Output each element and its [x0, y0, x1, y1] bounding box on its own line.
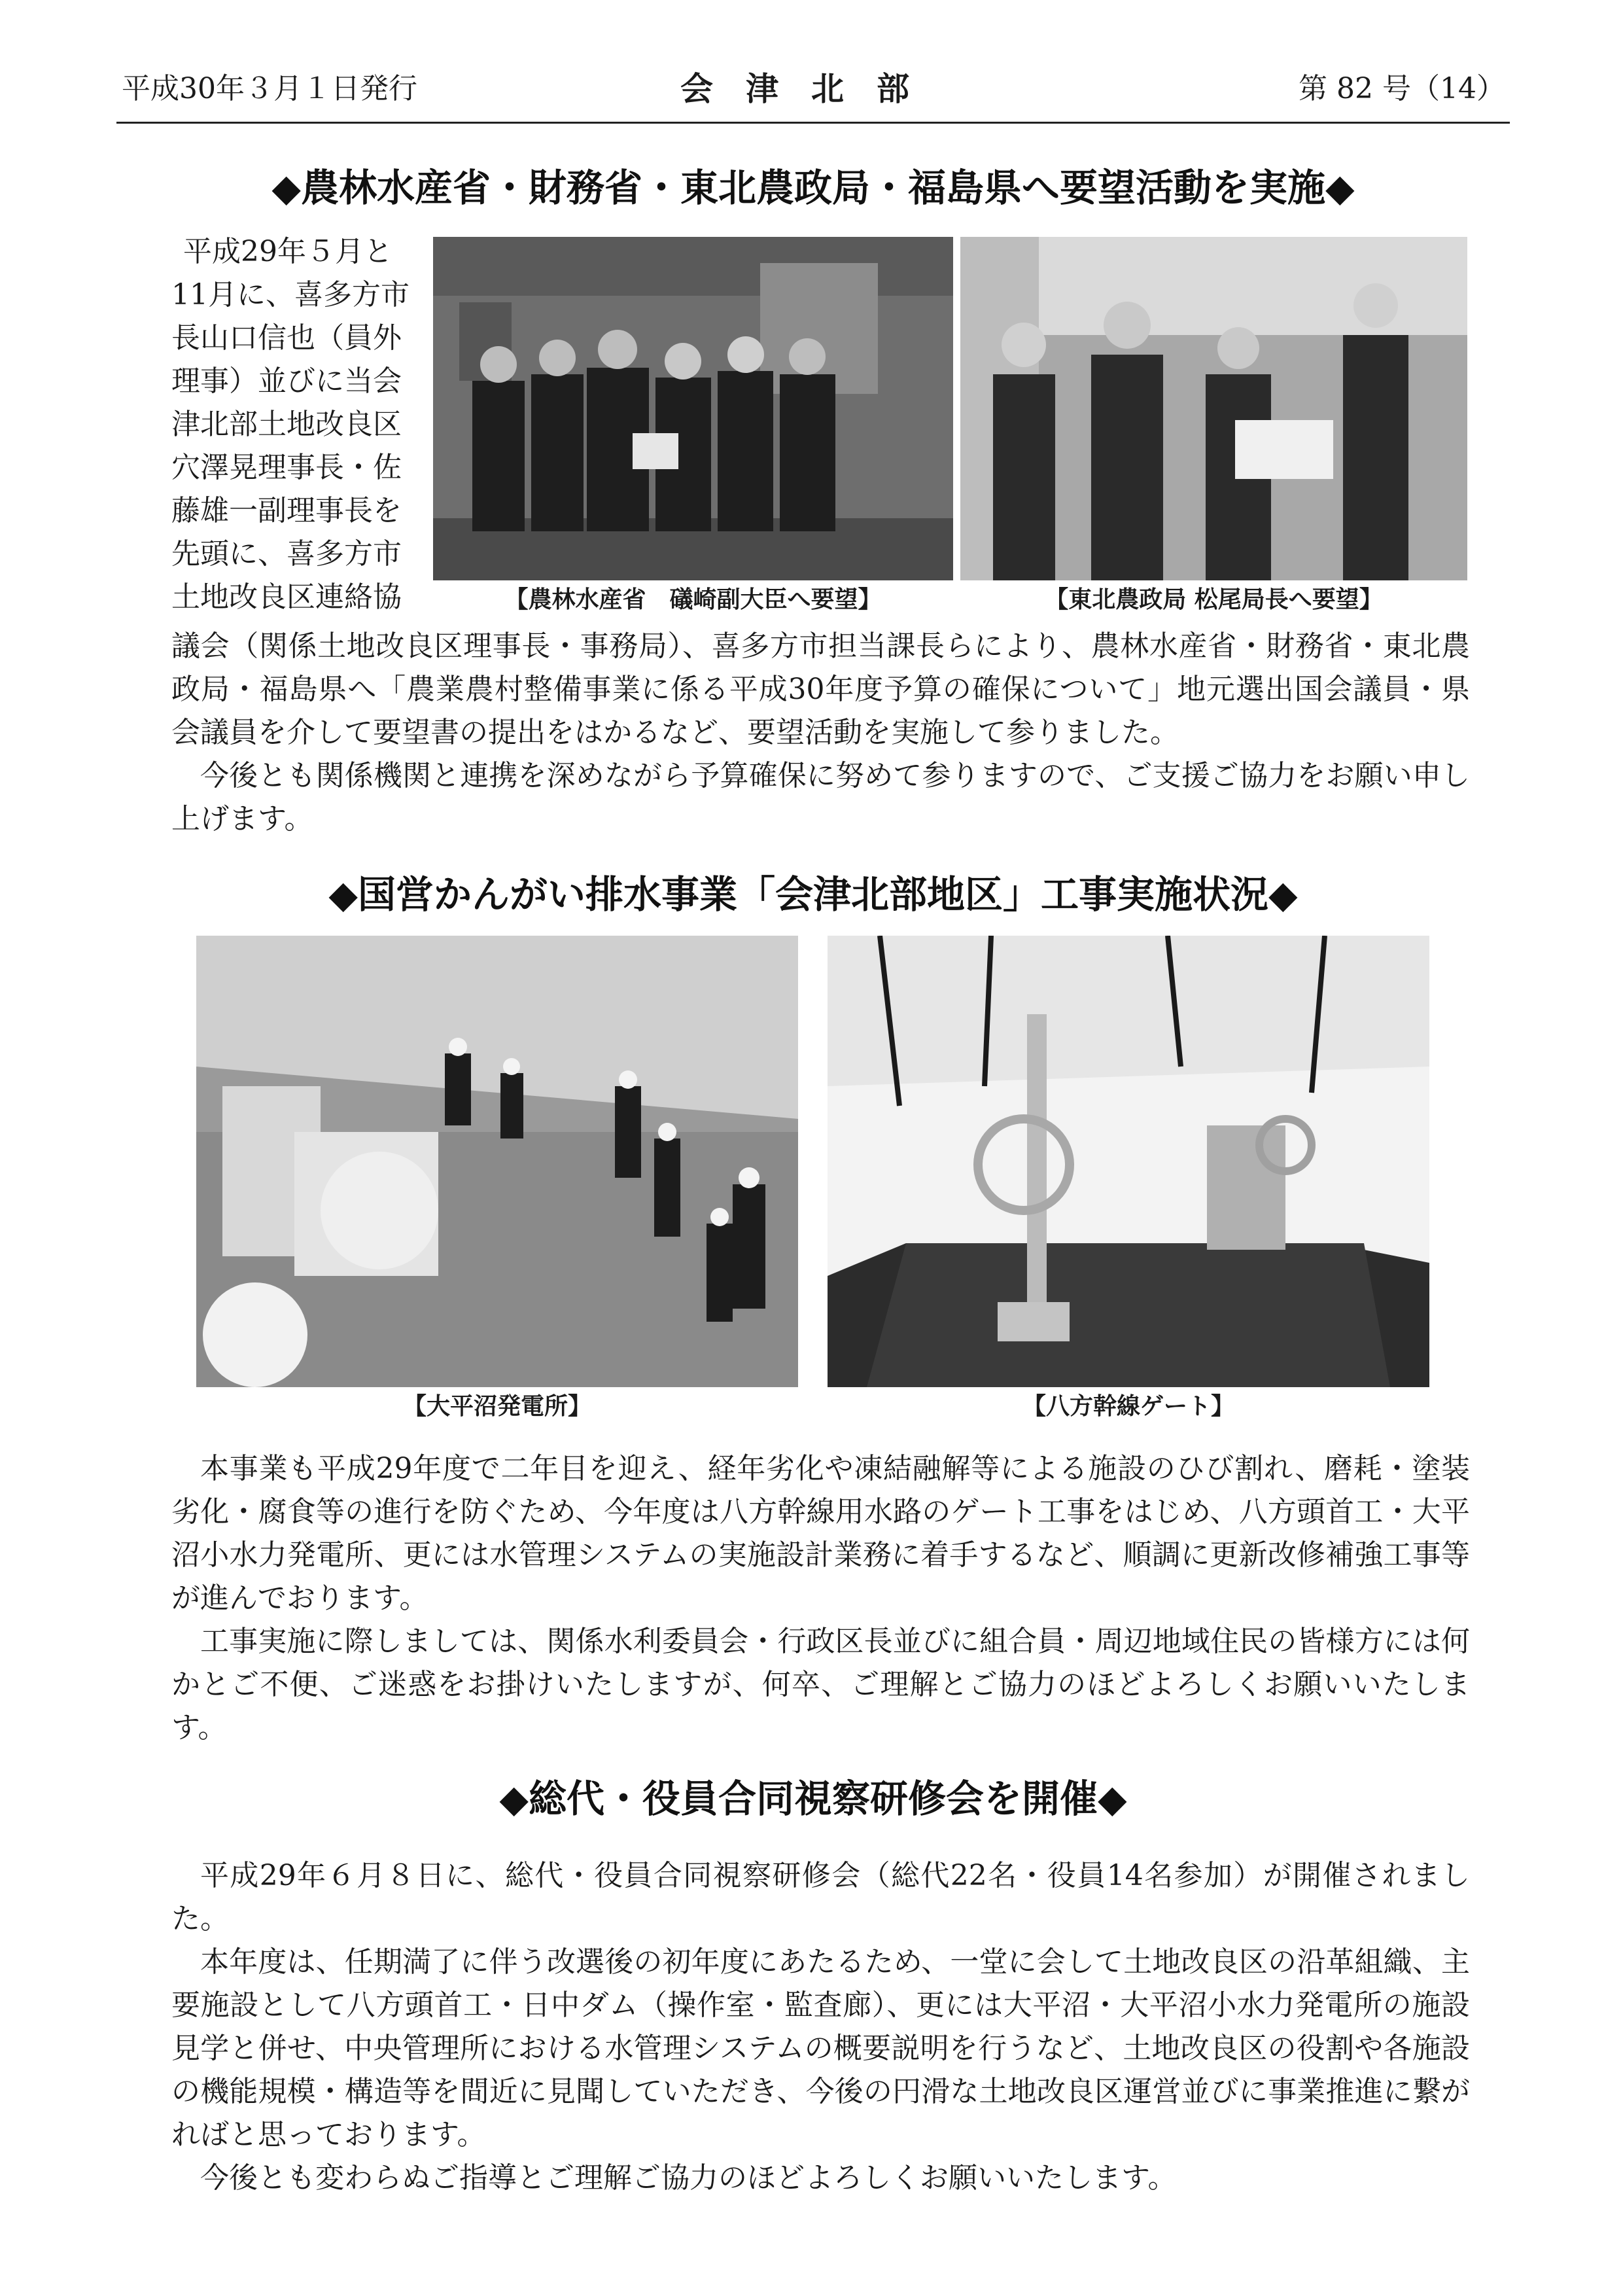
section1-narrow-column: [171, 230, 413, 619]
photo1-caption: 【農林水産省 礒崎副大臣へ要望】: [504, 586, 882, 613]
section3-paragraph2: 本年度は、任期満了に伴う改選後の初年度にあたるため、一堂に会して土地改良区の沿革組織、主要施設として八方頭首工・日中ダム（操作室・監査廊）、更には大平沼・大平沼小水力発電所の施設見学と併せ、中央管理所における水管理システムの概要説明を行うなど、土地改良区の役割や各施設の機能規模・構造等を間近に見聞していただき、今後の円滑な土地改良区運営並びに事業推進に繋がればと思っております。: [171, 1945, 1470, 2151]
section1-paragraph1-rest: 議会（関係土地改良区理事長・事務局）、喜多方市担当課長らにより、農林水産省・財務省・東北農政局・福島県へ「農業農村整備事業に係る平成30年度予算の確保について」地元選出国会議員・県会議員を介して要望書の提出をはかるなど、要望活動を実施して参りました。: [171, 629, 1470, 749]
section2-paragraph1: 本事業も平成29年度で二年目を迎え、経年劣化や凍結融解等による施設のひび割れ、磨耗・塗装劣化・腐食等の進行を防ぐため、今年度は八方幹線用水路のゲート工事をはじめ、八方頭首工・大平沼小水力発電所、更には水管理システムの実施設計業務に着手するなど、順調に更新改修補強工事等が進んでおります。: [171, 1452, 1470, 1615]
section2-title: ◆国営かんがい排水事業「会津北部地区」工事実施状況◆: [328, 872, 1298, 917]
narrow-line: 理事）並びに当会: [171, 364, 402, 398]
issue-date: 平成30年３月１日発行: [122, 72, 417, 105]
photo-ministry-meeting: [433, 237, 953, 580]
section1-title: ◆農林水産省・財務省・東北農政局・福島県へ要望活動を実施◆: [271, 166, 1355, 210]
section2-body: [171, 1447, 1470, 1750]
section3-body: [171, 1854, 1470, 2200]
section1-body: [171, 625, 1470, 841]
issue-number: 第 82 号（14）: [1299, 72, 1505, 105]
section1-paragraph2: 今後とも関係機関と連携を深めながら予算確保に努めて参りますので、ご支援ご協力をお願い申し上げます。: [171, 759, 1470, 836]
narrow-line: 穴澤晃理事長・佐: [171, 451, 402, 484]
section2-paragraph2: 工事実施に際しましては、関係水利委員会・行政区長並びに組合員・周辺地域住民の皆様方には何かとご不便、ご迷惑をお掛けいたしますが、何卒、ご理解とご協力のほどよろしくお願いいたします。: [171, 1625, 1470, 1744]
narrow-line: 長山口信也（員外: [171, 321, 402, 355]
narrow-line: 先頭に、喜多方市: [171, 537, 402, 571]
photo3-caption: 【大平沼発電所】: [402, 1393, 591, 1420]
publication-title: 会 津 北 部: [680, 70, 909, 108]
section3-paragraph3: 今後とも変わらぬご指導とご理解ご協力のほどよろしくお願いいたします。: [200, 2161, 1177, 2195]
header-rule: [116, 122, 1510, 124]
photo4-caption: 【八方幹線ゲート】: [1022, 1393, 1234, 1420]
photo-power-station: [196, 936, 798, 1387]
narrow-line: 藤雄一副理事長を: [171, 494, 402, 527]
narrow-line: 平成29年５月と: [183, 235, 393, 268]
photo2-caption: 【東北農政局 松尾局長へ要望】: [1045, 586, 1383, 613]
photo-hachikata-gate: [828, 936, 1429, 1387]
section3-paragraph1: 平成29年６月８日に、総代・役員合同視察研修会（総代22名・役員14名参加）が開催されました。: [171, 1859, 1470, 1935]
section3-title: ◆総代・役員合同視察研修会を開催◆: [499, 1776, 1127, 1821]
photo-regional-office-meeting: [960, 237, 1467, 580]
narrow-line: 津北部土地改良区: [171, 408, 402, 441]
narrow-line: 土地改良区連絡協: [171, 580, 402, 614]
narrow-line: 11月に、喜多方市: [171, 278, 410, 311]
